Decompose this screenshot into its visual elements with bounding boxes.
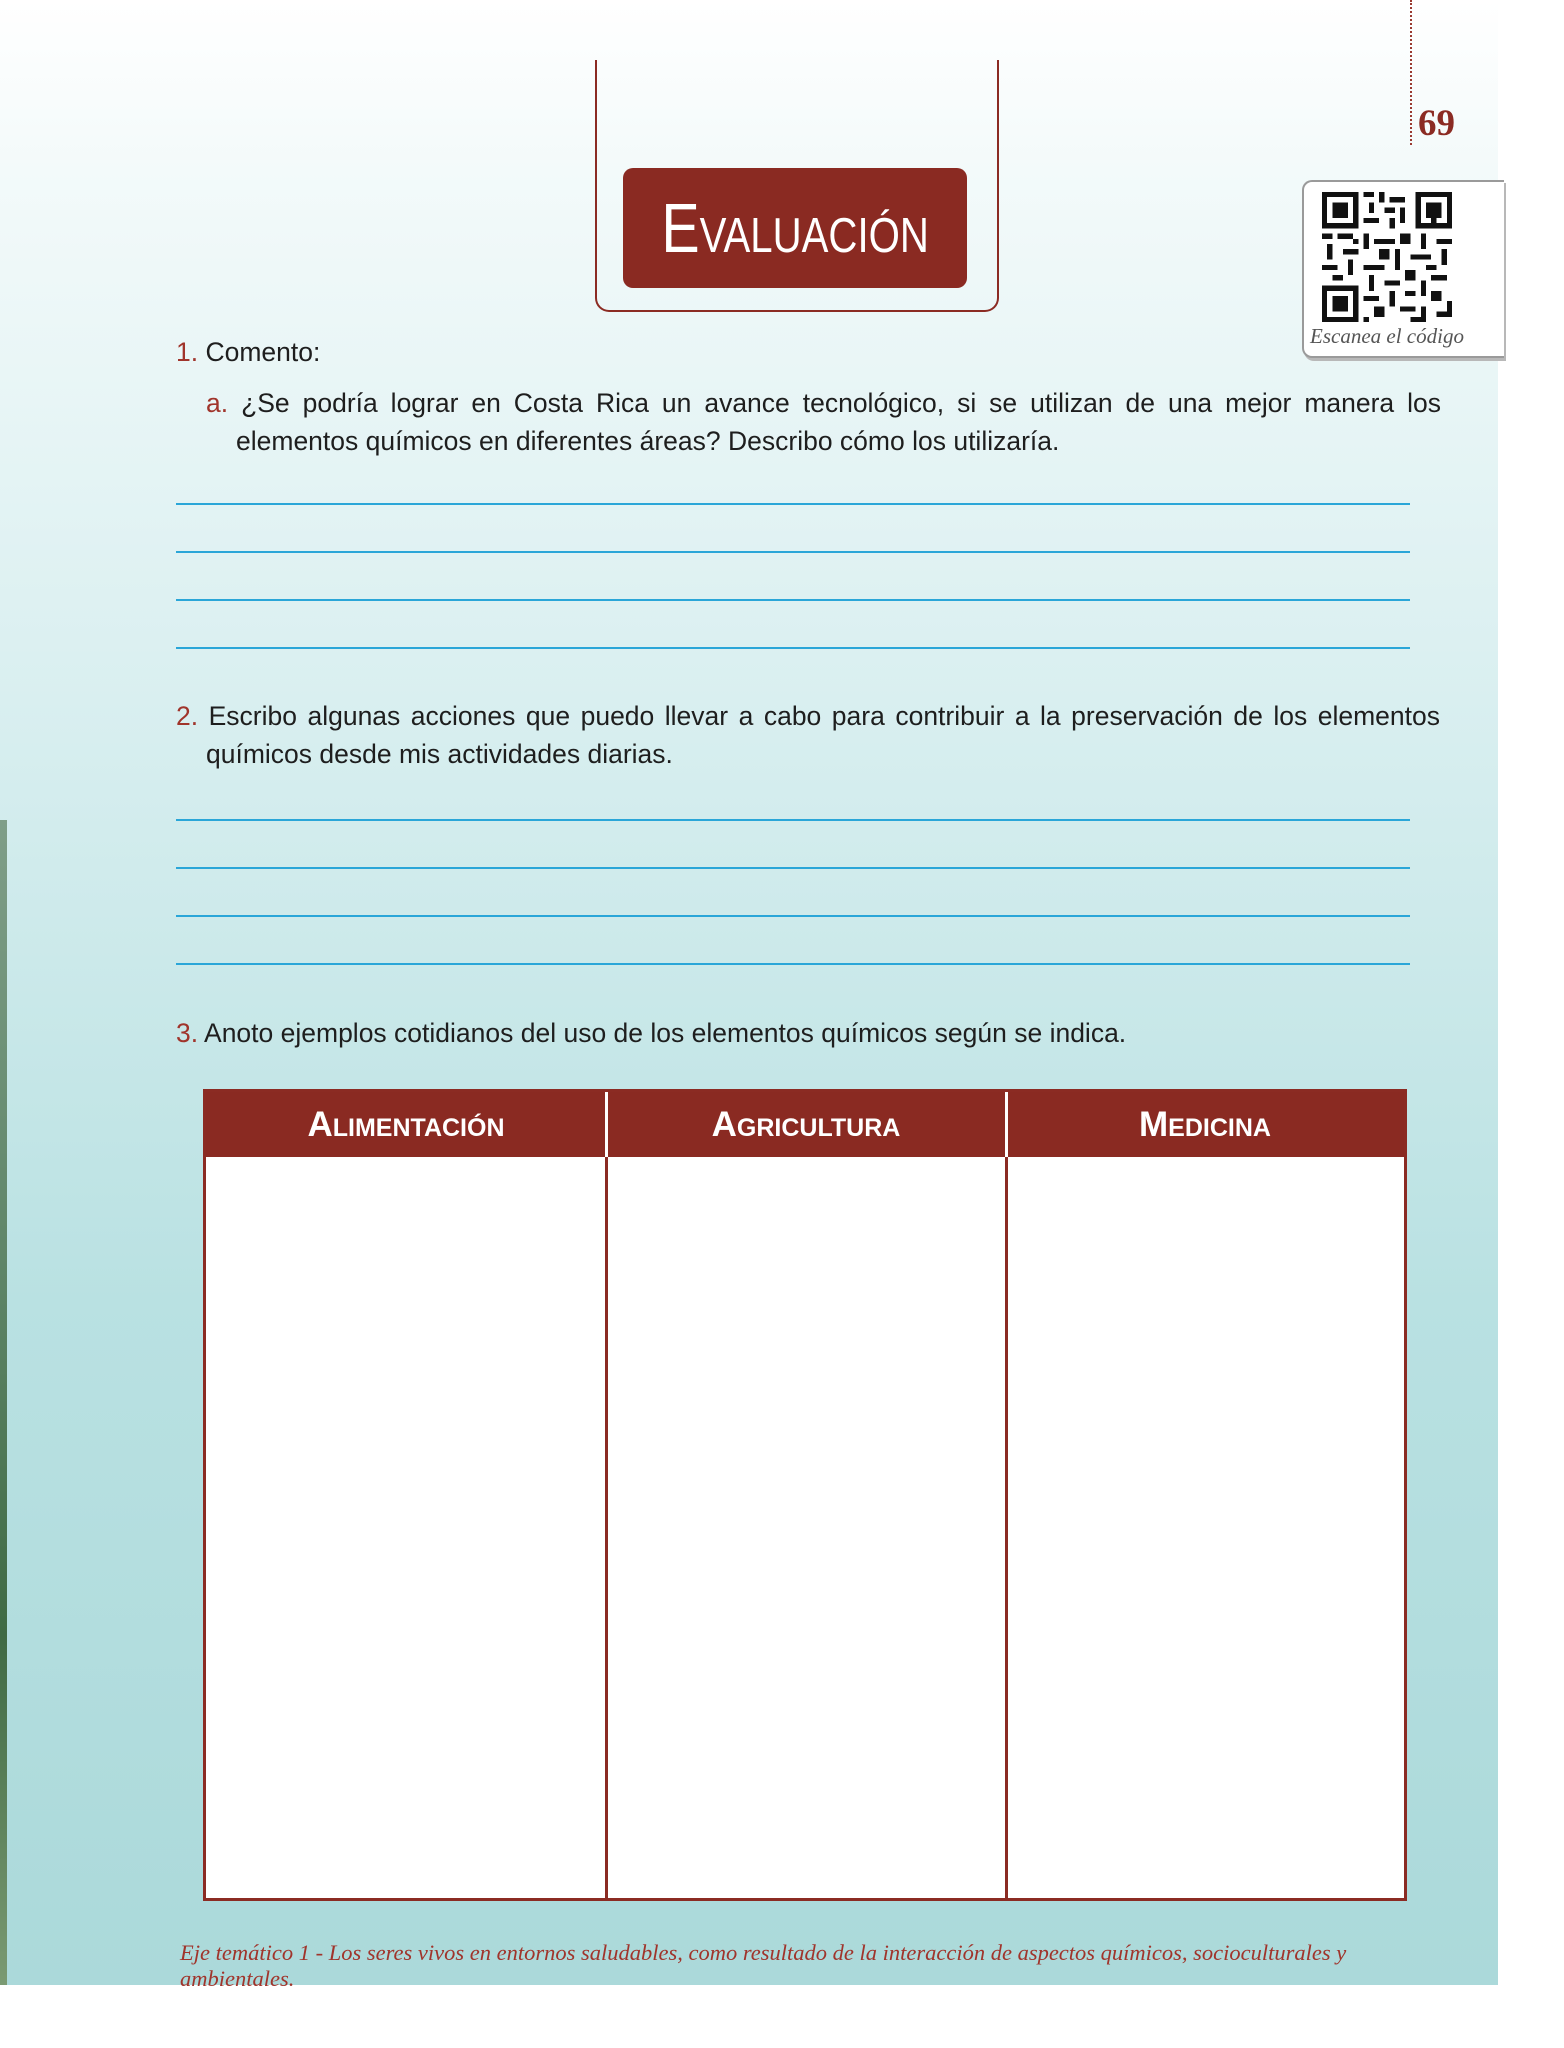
answer-line-1-4[interactable] (176, 647, 1410, 649)
answer-line-1-1[interactable] (176, 503, 1410, 505)
question-1a-text: ¿Se podría lograr en Costa Rica un avance tecnológico, si se utilizan de una mejor manera los elementos químicos en diferentes áreas? Describo cómo los utilizaría. (236, 388, 1441, 456)
question-3 (176, 1014, 1126, 1052)
table-cell-alimentacion[interactable] (206, 1157, 605, 1898)
question-3-text: Anoto ejemplos cotidianos del uso de los elementos químicos según se indica. (204, 1018, 1127, 1048)
table-cell-medicina[interactable] (1008, 1157, 1404, 1898)
table-header-divider (1005, 1092, 1008, 1157)
dotted-rule (1410, 0, 1412, 145)
question-1a-letter: a. (206, 388, 229, 418)
qr-box[interactable] (1302, 180, 1504, 358)
question-1-text: Comento: (205, 337, 321, 367)
question-2-text: Escribo algunas acciones que puedo llevar a cabo para contribuir a la preservación de los elementos químicos desde mis actividades diarias. (206, 701, 1440, 769)
answer-line-2-4[interactable] (176, 963, 1410, 965)
question-2 (176, 697, 1440, 773)
answer-line-2-1[interactable] (176, 819, 1410, 821)
page-title: Evaluación (661, 189, 929, 267)
question-3-number: 3. (176, 1018, 199, 1048)
answer-line-2-2[interactable] (176, 867, 1410, 869)
page-number: 69 (1418, 103, 1455, 144)
question-1-number: 1. (176, 337, 199, 367)
answer-line-1-2[interactable] (176, 551, 1410, 553)
table-header-alimentacion: Alimentación (206, 1092, 606, 1157)
qr-caption: Escanea el código (1310, 324, 1464, 348)
answer-line-1-3[interactable] (176, 599, 1410, 601)
table-header-medicina: Medicina (1006, 1092, 1404, 1157)
question-1a (206, 384, 1441, 460)
table-cell-agricultura[interactable] (608, 1157, 1005, 1898)
footer-note: Eje temático 1 - Los seres vivos en entornos saludables, como resultado de la interacción de aspectos químicos, socioculturales y ambientales. (180, 1940, 1347, 1991)
question-2-number: 2. (176, 701, 199, 731)
examples-table (203, 1089, 1407, 1901)
answer-line-2-3[interactable] (176, 915, 1410, 917)
table-header-divider (605, 1092, 608, 1157)
qr-code-icon (1322, 192, 1452, 322)
table-header-agricultura: Agricultura (606, 1092, 1006, 1157)
left-edge-photo-strip (0, 820, 7, 1985)
title-badge (623, 168, 967, 288)
question-1 (176, 333, 320, 371)
